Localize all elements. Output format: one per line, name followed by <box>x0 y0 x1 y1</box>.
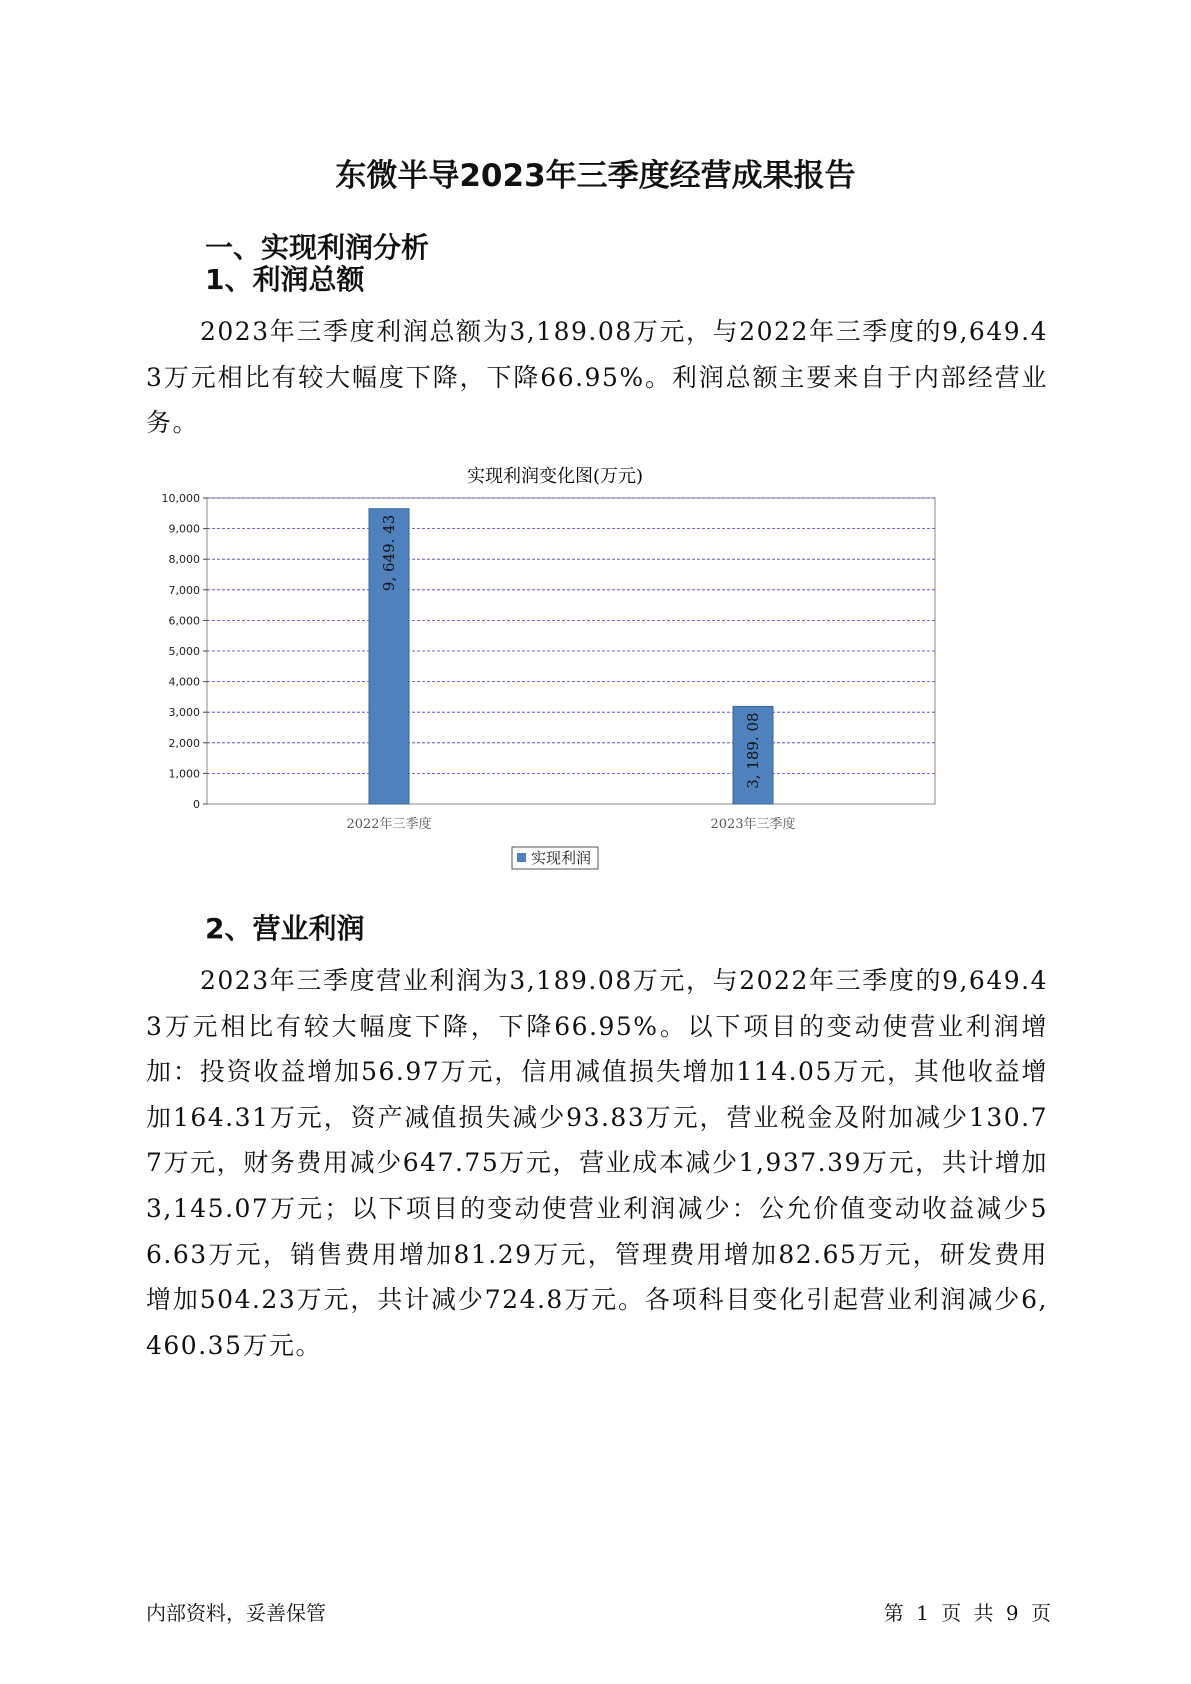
y-tick-label: 9,000 <box>168 522 200 536</box>
section-heading-profit-analysis: 一、实现利润分析 <box>205 231 430 264</box>
y-tick-label: 7,000 <box>168 583 200 597</box>
legend-swatch <box>517 853 526 862</box>
y-tick-label: 6,000 <box>168 614 200 628</box>
profit-bar-chart <box>161 466 950 885</box>
chart-y-ticks <box>162 492 208 811</box>
y-tick-label: 0 <box>193 798 200 811</box>
bar-value-label: 3, 189. 08 <box>744 712 762 789</box>
x-category-label: 2023年三季度 <box>710 817 796 832</box>
bar-value-label: 9, 649. 43 <box>380 514 398 592</box>
y-tick-label: 8,000 <box>168 553 200 567</box>
footer-confidential-note: 内部资料，妥善保管 <box>146 1601 326 1625</box>
chart-gridlines <box>207 498 935 804</box>
document-title: 东微半导2023年三季度经营成果报告 <box>335 158 856 194</box>
y-tick-label: 5,000 <box>168 645 200 658</box>
paragraph-operating-profit: 2023年三季度营业利润为3,189.08万元，与2022年三季度的9,649.43万元相比有较大幅度下降，下降66.95%。以下项目的变动使营业利润增加：投资收益增加56.97万元，信用减值损失增加114.05万元，其他收益增加164.31万元，资产减值损失减少93.83万元，营业税金及附加减少130.77万元，财务费用减少647.75万元，营业成本减少1,937.39万元，共计增加3,145.07万元；以下项目的变动使营业利润减少：公允价值变动收益减少56.63万元，销售费用增加81.29万元，管理费用增加82.65万元，研发费用增加504.23万元，共计减少724.8万元。各项科目变化引起营业利润减少6,460.35万元。 <box>146 966 1048 1360</box>
legend-label: 实现利润 <box>531 849 592 867</box>
plot-area <box>207 498 935 804</box>
footer-page-number: 第 1 页 共 9 页 <box>883 1601 1051 1625</box>
subheading-operating-profit: 2、营业利润 <box>205 912 365 945</box>
chart-legend <box>512 847 598 869</box>
y-tick-label: 2,000 <box>168 736 200 750</box>
paragraph-total-profit: 2023年三季度利润总额为3,189.08万元，与2022年三季度的9,649.43万元相比有较大幅度下降，下降66.95%。利润总额主要来自于内部经营业务。 <box>146 317 1048 438</box>
subheading-total-profit: 1、利润总额 <box>205 263 365 296</box>
y-tick-label: 3,000 <box>168 706 200 720</box>
y-tick-label: 10,000 <box>161 492 200 505</box>
y-tick-label: 4,000 <box>168 675 200 689</box>
x-category-label: 2022年三季度 <box>346 817 432 832</box>
y-tick-label: 1,000 <box>168 767 200 781</box>
chart-title: 实现利润变化图(万元) <box>466 466 644 487</box>
chart-x-ticks <box>346 816 795 832</box>
